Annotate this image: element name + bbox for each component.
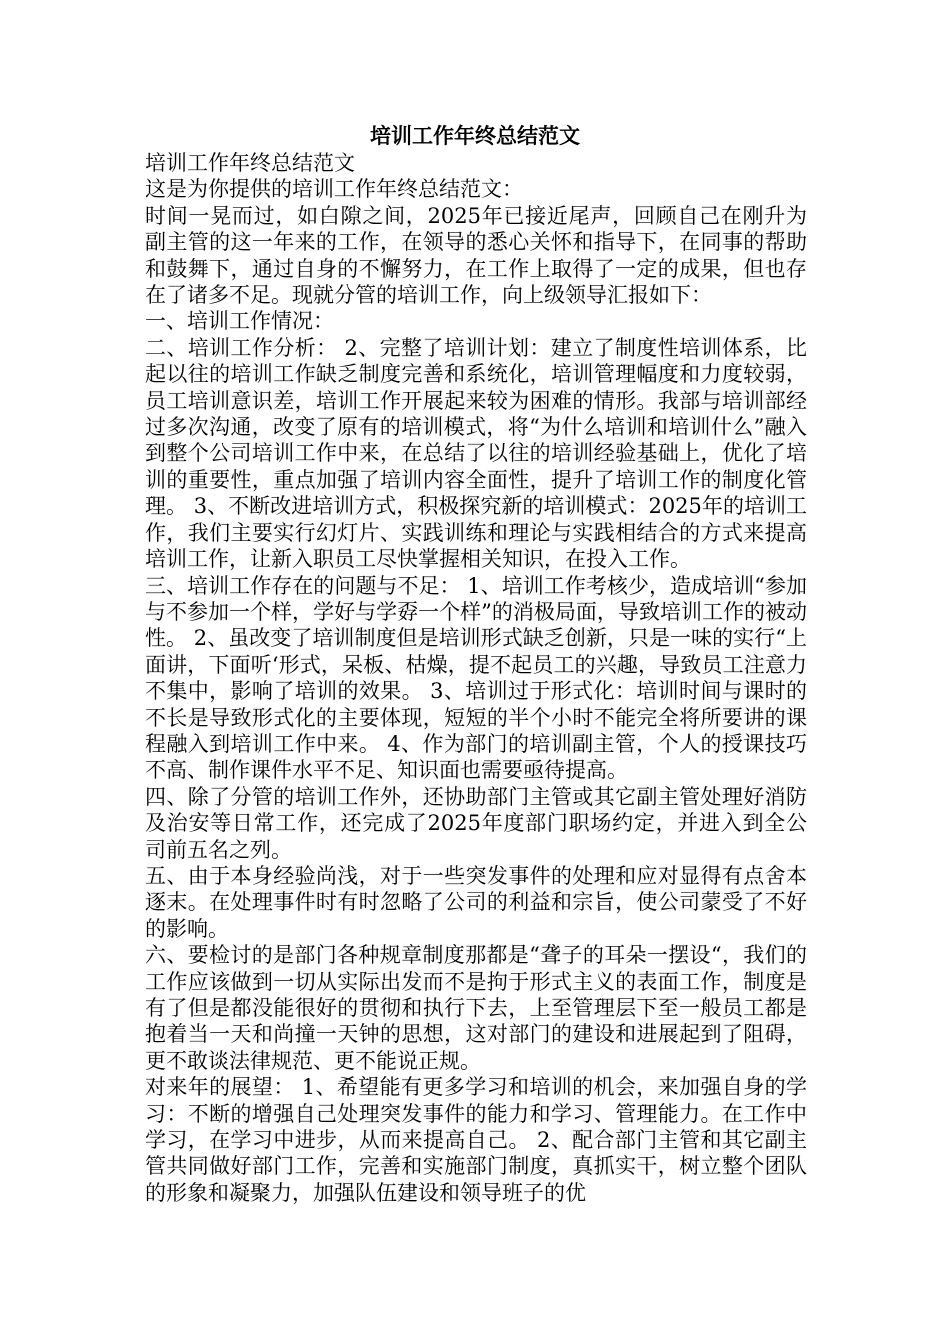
paragraph-section-1: 一、培训工作情况： (145, 309, 334, 334)
paragraph-opening: 时间一晃而过，如白隙之间，2025年已接近尾声，回顾自己在刚升为副主管的这一年来的工作，在领导的悉心关怀和指导下，在同事的帮助和鼓舞下，通过自身的不懈努力，在工作上取得了一定的成果，但也存在了诸多不足。现就分管的培训工作，向上级领导汇报如下： (145, 203, 807, 308)
paragraph-section-3: 三、培训工作存在的问题与不足： 1、培训工作考核少，造成培训“参加与不参加一个样，学好与学孬一个样”的消极局面，导致培训工作的被动性。 2、虽改变了培训制度但是培训形式缺乏创新，只是一味的实行“上面讲，下面听‘形式，呆板、枯燥，提不起员工的兴趣，导致员工注意力不集中，影响了培训的效果。 3、培训过于形式化：培训时间与课时的不长是导致形式化的主要体现，短短的半个小时不能完全将所要讲的课程融入到培训工作中来。 4、作为部门的培训副主管，个人的授课技巧不高、制作课件水平不足、知识面也需要亟待提高。 (145, 573, 807, 783)
document-body (145, 150, 807, 1206)
paragraph-intro: 这是为你提供的培训工作年终总结范文： (145, 177, 523, 202)
paragraph-section-5: 五、由于本身经验尚浅，对于一些突发事件的处理和应对显得有点舍本逐末。在处理事件时有时忽略了公司的利益和宗旨，使公司蒙受了不好的影响。 (145, 863, 807, 941)
paragraph-section-2: 二、培训工作分析： 2、完整了培训计划：建立了制度性培训体系，比起以往的培训工作缺乏制度完善和系统化，培训管理幅度和力度较弱，员工培训意识差，培训工作开展起来较为困难的情形。我部与培训部经过多次沟通，改变了原有的培训模式，将“为什么培训和培训什么”融入到整个公司培训工作中来，在总结了以往的培训经验基础上，优化了培训的重要性，重点加强了培训内容全面性，提升了培训工作的制度化管理。 3、不断改进培训方式，积极探究新的培训模式：2025年的培训工作，我们主要实行幻灯片、实践训练和理论与实践相结合的方式来提高培训工作，让新入职员工尽快掌握相关知识，在投入工作。 (145, 335, 807, 572)
document-title: 培训工作年终总结范文 (370, 124, 580, 148)
paragraph-section-6: 六、要检讨的是部门各种规章制度那都是“聋子的耳朵一摆设“，我们的工作应该做到一切从实际出发而不是拘于形式主义的表面工作，制度是有了但是都没能很好的贯彻和执行下去，上至管理层下至一般员工都是抱着当一天和尚撞一天钟的思想，这对部门的建设和进展起到了阻碍，更不敢谈法律规范、更不能说正规。 (145, 943, 807, 1073)
paragraph-outlook: 对来年的展望： 1、希望能有更多学习和培训的机会，来加强自身的学习：不断的增强自己处理突发事件的能力和学习、管理能力。在工作中学习，在学习中进步，从而来提高自己。 2、配合部门主管和其它副主管共同做好部门工作，完善和实施部门制度，真抓实干，树立整个团队的形象和凝聚力，加强队伍建设和领导班子的优 (145, 1075, 807, 1205)
paragraph-section-4: 四、除了分管的培训工作外，还协助部门主管或其它副主管处理好消防及治安等日常工作，还完成了2025年度部门职场约定，并进入到全公司前五名之列。 (145, 784, 807, 862)
paragraph-heading-repeat: 培训工作年终总结范文 (145, 151, 355, 175)
